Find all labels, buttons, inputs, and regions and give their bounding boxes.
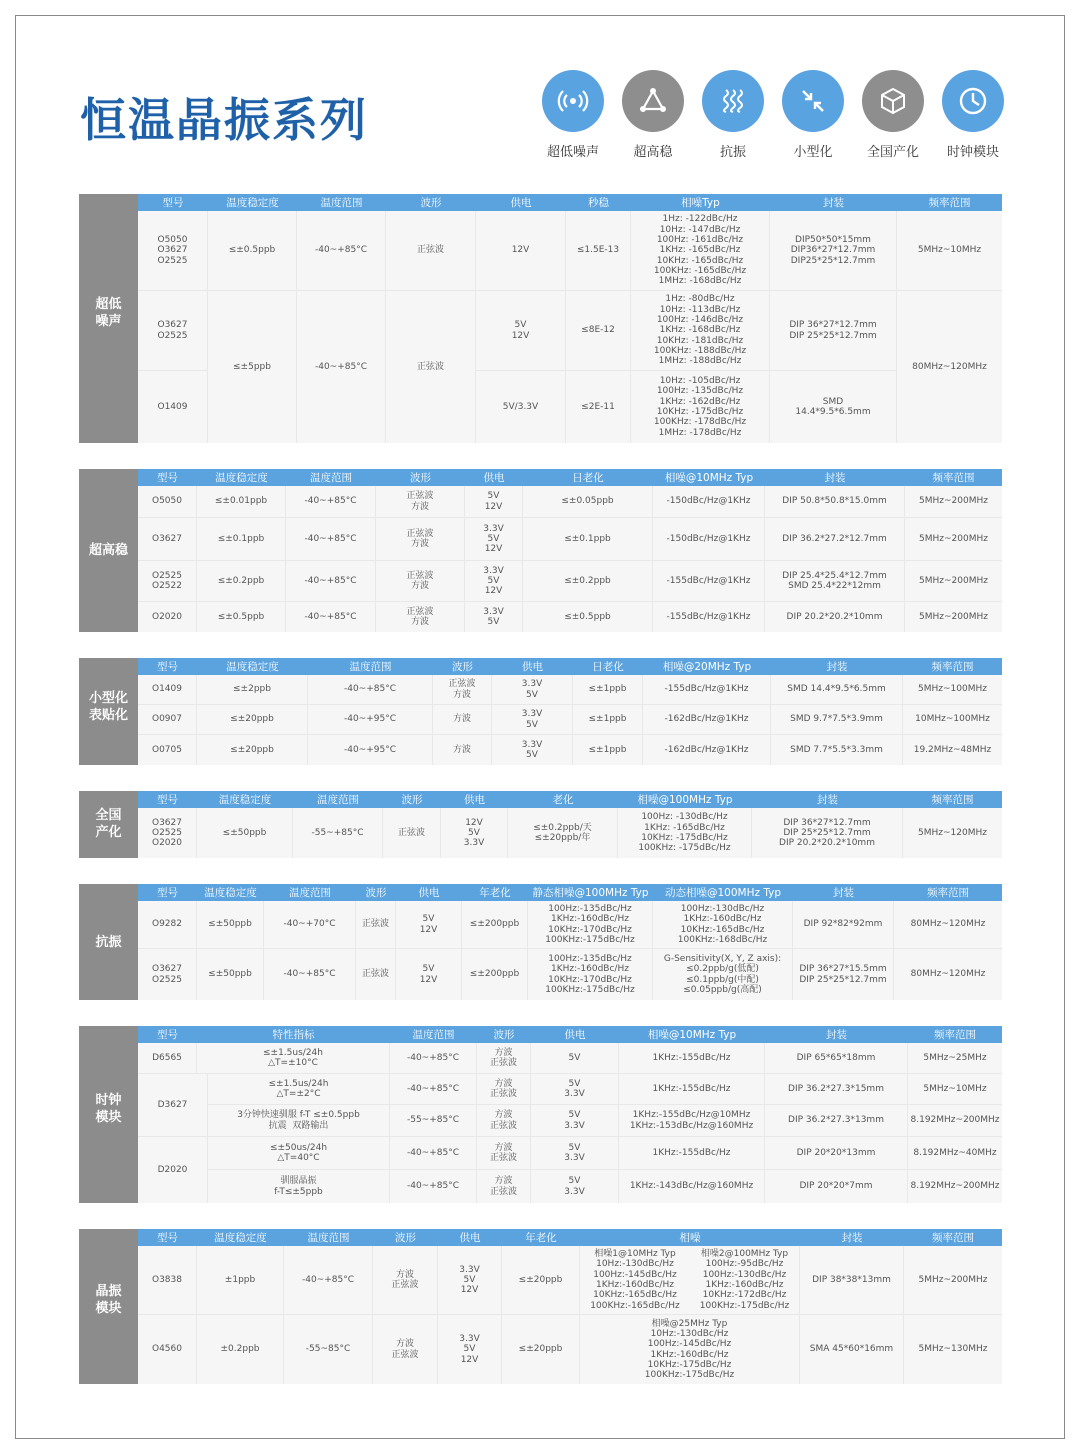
header-cell: 供电 bbox=[564, 1029, 586, 1041]
table-cell: -40~+85°C bbox=[286, 486, 375, 517]
header-cell: 温度稳定度 bbox=[215, 472, 268, 484]
header-cell: 频率范围 bbox=[927, 887, 969, 899]
section-ultra-stable bbox=[79, 469, 1002, 632]
table-cell: -40~+95°C bbox=[308, 735, 432, 765]
header-cell: 型号 bbox=[157, 661, 178, 673]
table-cell: 3.3V 5V 12V bbox=[438, 1315, 501, 1384]
cube-icon bbox=[862, 70, 924, 132]
table-cell: 3.3V 5V 12V bbox=[465, 518, 522, 560]
table-cell: 5MHz~10MHz bbox=[908, 1074, 1002, 1104]
table-cell: 12V 5V 3.3V bbox=[441, 808, 507, 858]
header-cell: 相噪@10MHz Typ bbox=[647, 1029, 737, 1041]
spec-table bbox=[138, 1229, 1002, 1384]
table-cell: -40~+85°C bbox=[390, 1074, 476, 1104]
table-cell: 正弦波 bbox=[386, 211, 475, 290]
header-cell: 封装 bbox=[817, 794, 838, 806]
table-body bbox=[138, 211, 1002, 443]
header-cell: 秒稳 bbox=[588, 197, 609, 209]
table-cell: ≤±0.05ppb bbox=[523, 486, 652, 517]
table-cell: 80MHz~120MHz bbox=[894, 901, 1002, 948]
section-side-label: 晶振 模块 bbox=[79, 1229, 138, 1384]
table-header bbox=[138, 469, 1002, 486]
header-cell: 相噪@10MHz Typ bbox=[664, 472, 754, 484]
header-cell: 相噪@100MHz Typ bbox=[637, 794, 733, 806]
table-body bbox=[138, 486, 1002, 632]
table-cell: 80MHz~120MHz bbox=[897, 291, 1002, 443]
table-cell: DIP 50.8*50.8*15.0mm bbox=[765, 486, 904, 517]
table-cell: -40~+85°C bbox=[297, 291, 385, 443]
table-cell: 5MHz~200MHz bbox=[904, 1246, 1002, 1314]
header-cell: 频率范围 bbox=[928, 197, 971, 209]
header-cell: 供电 bbox=[510, 197, 532, 209]
header-cell: 型号 bbox=[157, 472, 178, 484]
section-oscillator-module bbox=[79, 1229, 1002, 1384]
table-cell: D3627 bbox=[138, 1074, 207, 1136]
header-cell: 供电 bbox=[418, 887, 440, 899]
table-cell: ≤2E-11 bbox=[566, 371, 630, 443]
table-header bbox=[138, 1229, 1002, 1246]
header-cell: 特性指标 bbox=[272, 1029, 315, 1041]
table-cell: -55~+85°C bbox=[390, 1105, 476, 1136]
spec-table bbox=[138, 658, 1002, 765]
table-cell: 12V bbox=[476, 211, 565, 290]
table-cell: 1KHz:-143dBc/Hz@160MHz bbox=[619, 1170, 764, 1203]
feature-icon-row bbox=[533, 70, 1013, 160]
section-side-label: 时钟 模块 bbox=[79, 1026, 138, 1203]
table-cell: DIP 36.2*27.3*13mm bbox=[765, 1105, 907, 1136]
table-cell: DIP50*50*15mm DIP36*27*12.7mm DIP25*25*12.7mm bbox=[770, 211, 896, 290]
table-cell: DIP 20.2*20.2*10mm bbox=[765, 602, 904, 632]
table-cell: 5V 12V bbox=[465, 486, 522, 517]
table-cell: ≤±2ppb bbox=[197, 675, 307, 704]
table-cell: 正弦波 方波 bbox=[433, 675, 491, 704]
table-cell: 8.192MHz~40MHz bbox=[908, 1137, 1002, 1169]
page-title: 恒温晶振系列 bbox=[80, 93, 368, 147]
table-cell: DIP 25.4*25.4*12.7mm SMD 25.4*22*12mm bbox=[765, 561, 904, 601]
table-cell: 1KHz:-155dBc/Hz bbox=[619, 1137, 764, 1169]
table-cell: 方波 正弦波 bbox=[373, 1315, 437, 1384]
table-body bbox=[138, 675, 1002, 765]
section-side-label: 超低 噪声 bbox=[79, 194, 138, 443]
table-cell: -55~+85°C bbox=[293, 808, 382, 858]
table-cell: ≤±50ppb bbox=[197, 901, 263, 948]
header-cell: 频率范围 bbox=[934, 1029, 976, 1041]
feature-label: 抗振 bbox=[719, 145, 746, 160]
table-cell: 3.3V 5V bbox=[492, 705, 572, 734]
header-cell: 温度稳定度 bbox=[226, 661, 279, 673]
table-cell: ±1ppb bbox=[197, 1246, 283, 1314]
header-cell: 波形 bbox=[452, 661, 473, 673]
table-cell: 1KHz:-155dBc/Hz bbox=[619, 1043, 764, 1073]
table-cell: D6565 bbox=[138, 1043, 196, 1073]
table-cell: O0907 bbox=[138, 705, 196, 734]
header-cell: 动态相噪@100MHz Typ bbox=[664, 887, 781, 899]
spec-table bbox=[138, 194, 1002, 443]
table-header bbox=[138, 791, 1002, 808]
table-body bbox=[138, 1246, 1002, 1384]
header-cell: 封装 bbox=[823, 197, 844, 209]
table-cell: ≤±20ppb bbox=[502, 1246, 579, 1314]
table-cell: DIP 36*27*12.7mm DIP 25*25*12.7mm DIP 20.2*20.2*10mm bbox=[752, 808, 902, 858]
feature-label: 超高稳 bbox=[633, 145, 673, 160]
table-cell: -40~+85°C bbox=[390, 1043, 476, 1073]
table-cell: 5MHz~25MHz bbox=[908, 1043, 1002, 1073]
table-cell: -155dBc/Hz@1KHz bbox=[643, 675, 770, 704]
table-cell: 1KHz:-155dBc/Hz@10MHz 1KHz:-153dBc/Hz@160MHz bbox=[619, 1105, 764, 1136]
table-cell: ≤±200ppb bbox=[462, 901, 527, 948]
header-cell: 日老化 bbox=[592, 661, 624, 673]
table-cell: O3838 bbox=[138, 1246, 196, 1314]
table-cell: 方波 正弦波 bbox=[477, 1105, 530, 1136]
table-cell: 1Hz: -80dBc/Hz 10Hz: -113dBc/Hz 100Hz: -146dBc/Hz 1KHz: -168dBc/Hz 10KHz: -181dBc/Hz 100KHz: -188dBc/Hz 1MHz: -188dBc/Hz bbox=[631, 291, 769, 370]
table-cell: O2525 O2522 bbox=[138, 561, 196, 601]
header-cell: 型号 bbox=[157, 1232, 178, 1244]
table-cell: G-Sensitivity(X, Y, Z axis): ≤0.2ppb/g(低配) ≤0.1ppb/g(中配) ≤0.05ppb/g(高配) bbox=[653, 949, 792, 1000]
table-cell: 5MHz~120MHz bbox=[903, 808, 1002, 858]
table-cell: -150dBc/Hz@1KHz bbox=[653, 486, 764, 517]
signal-icon bbox=[542, 70, 604, 132]
table-cell: 5V 12V bbox=[476, 291, 565, 370]
table-cell: 方波 bbox=[433, 735, 491, 765]
table-cell: 方波 正弦波 bbox=[477, 1170, 530, 1203]
feature-localized bbox=[853, 70, 933, 160]
table-cell: 5V 3.3V bbox=[531, 1105, 618, 1136]
table-cell: 方波 正弦波 bbox=[477, 1074, 530, 1104]
table-cell: 3.3V 5V bbox=[492, 675, 572, 704]
header-cell: 波形 bbox=[420, 197, 442, 209]
header-cell: 温度范围 bbox=[412, 1029, 455, 1041]
table-cell: 80MHz~120MHz bbox=[894, 949, 1002, 1000]
header-cell: 型号 bbox=[157, 887, 178, 899]
section-side-label: 小型化 表贴化 bbox=[79, 658, 138, 765]
header-cell: 封装 bbox=[833, 887, 854, 899]
table-cell: 5V 12V bbox=[396, 901, 461, 948]
table-cell: ≤±1.5us/24h △T=±10°C bbox=[197, 1043, 389, 1073]
table-cell: ≤±0.1ppb bbox=[197, 518, 285, 560]
header-cell: 相噪 bbox=[679, 1232, 701, 1244]
table-body bbox=[138, 901, 1002, 1000]
table-cell: ≤±0.1ppb bbox=[523, 518, 652, 560]
table-cell: SMD 7.7*5.5*3.3mm bbox=[771, 735, 902, 765]
table-cell: O1409 bbox=[138, 675, 196, 704]
table-cell: 5V 3.3V bbox=[531, 1074, 618, 1104]
table-cell: 8.192MHz~200MHz bbox=[908, 1105, 1002, 1136]
header-cell: 供电 bbox=[522, 661, 543, 673]
table-cell: O3627 O2525 O2020 bbox=[138, 808, 196, 858]
table-cell: DIP 20*20*7mm bbox=[765, 1170, 907, 1203]
table-body bbox=[138, 808, 1002, 858]
header-cell: 波形 bbox=[365, 887, 387, 899]
table-header bbox=[138, 884, 1002, 901]
table-cell: ≤±0.2ppb/天 ≤±20ppb/年 bbox=[508, 808, 617, 858]
table-cell: ≤±20ppb bbox=[502, 1315, 579, 1384]
table-cell: -40~+85°C bbox=[297, 211, 385, 290]
table-cell: 100Hz:-130dBc/Hz 1KHz:-160dBc/Hz 10KHz:-165dBc/Hz 100KHz:-168dBc/Hz bbox=[653, 901, 792, 948]
feature-anti-vibration bbox=[693, 70, 773, 160]
header-cell: 温度范围 bbox=[320, 197, 363, 209]
shrink-icon bbox=[782, 70, 844, 132]
table-cell: DIP 20*20*13mm bbox=[765, 1137, 907, 1169]
table-cell: ≤±0.5ppb bbox=[523, 602, 652, 632]
table-cell: 10MHz~100MHz bbox=[903, 705, 1002, 734]
table-cell: 5MHz~200MHz bbox=[905, 486, 1002, 517]
header-cell: 温度稳定度 bbox=[226, 197, 279, 209]
table-cell: 19.2MHz~48MHz bbox=[903, 735, 1002, 765]
table-cell: DIP 36.2*27.3*15mm bbox=[765, 1074, 907, 1104]
table-cell: 5MHz~200MHz bbox=[905, 602, 1002, 632]
header-cell: 老化 bbox=[552, 794, 574, 806]
vibration-icon bbox=[702, 70, 764, 132]
table-cell: 正弦波 bbox=[383, 808, 440, 858]
feature-label: 时钟模块 bbox=[946, 145, 999, 160]
table-cell: 100Hz:-135dBc/Hz 1KHz:-160dBc/Hz 10KHz:-170dBc/Hz 100KHz:-175dBc/Hz bbox=[528, 901, 652, 948]
header-cell: 型号 bbox=[157, 794, 178, 806]
table-cell: 正弦波 方波 bbox=[376, 602, 464, 632]
header-cell: 静态相噪@100MHz Typ bbox=[532, 887, 649, 899]
table-cell: 方波 正弦波 bbox=[477, 1137, 530, 1169]
table-cell: 5V bbox=[531, 1043, 618, 1073]
table-cell: ≤1.5E-13 bbox=[566, 211, 630, 290]
section-side-label: 全国 产化 bbox=[79, 791, 138, 858]
section-side-label: 抗振 bbox=[79, 884, 138, 1000]
table-cell: ≤8E-12 bbox=[566, 291, 630, 370]
table-cell: -40~+85°C bbox=[286, 518, 375, 560]
feature-low-noise bbox=[533, 70, 613, 160]
section-localized bbox=[79, 791, 1002, 858]
table-cell: ≤±0.5ppb bbox=[208, 211, 296, 290]
section-miniaturized bbox=[79, 658, 1002, 765]
header-cell: 温度稳定度 bbox=[204, 887, 257, 899]
table-cell: 8.192MHz~200MHz bbox=[908, 1170, 1002, 1203]
table-cell: DIP 38*38*13mm bbox=[800, 1246, 903, 1314]
table-cell: 正弦波 bbox=[386, 291, 475, 443]
clock-icon bbox=[942, 70, 1004, 132]
table-cell: -40~+70°C bbox=[264, 901, 355, 948]
table-cell: -40~+95°C bbox=[308, 705, 432, 734]
table-cell: 3.3V 5V 12V bbox=[465, 561, 522, 601]
table-cell: O2020 bbox=[138, 602, 196, 632]
table-cell: ≤±50ppb bbox=[197, 808, 292, 858]
table-cell: DIP 36.2*27.2*12.7mm bbox=[765, 518, 904, 560]
header-cell: 供电 bbox=[464, 794, 485, 806]
header-cell: 封装 bbox=[826, 1029, 847, 1041]
header-cell: 供电 bbox=[459, 1232, 481, 1244]
header-cell: 波形 bbox=[395, 1232, 416, 1244]
table-cell: SMD 14.4*9.5*6.5mm bbox=[771, 675, 902, 704]
triangle-icon bbox=[622, 70, 684, 132]
table-cell: 相噪2@100MHz Typ 100Hz:-95dBc/Hz 100Hz:-130dBc/Hz 1KHz:-160dBc/Hz 10KHz:-172dBc/Hz 100KHz:-175dBc/Hz bbox=[690, 1246, 799, 1314]
feature-miniaturized bbox=[773, 70, 853, 160]
table-cell: 3.3V 5V 12V bbox=[438, 1246, 501, 1314]
table-cell: O3627 O2525 bbox=[138, 291, 207, 370]
table-cell: ≤±1ppb bbox=[573, 675, 642, 704]
table-cell: 100Hz:-135dBc/Hz 1KHz:-160dBc/Hz 10KHz:-170dBc/Hz 100KHz:-175dBc/Hz bbox=[528, 949, 652, 1000]
feature-label: 超低噪声 bbox=[546, 145, 599, 160]
table-cell: SMD 9.7*7.5*3.9mm bbox=[771, 705, 902, 734]
header-cell: 温度稳定度 bbox=[218, 794, 272, 806]
table-cell: ≤±200ppb bbox=[462, 949, 527, 1000]
table-cell: DIP 36*27*12.7mm DIP 25*25*12.7mm bbox=[770, 291, 896, 370]
table-cell: 5V/3.3V bbox=[476, 371, 565, 443]
spec-table bbox=[138, 469, 1002, 632]
section-clock-module bbox=[79, 1026, 1002, 1203]
table-cell: O1409 bbox=[138, 371, 207, 443]
table-cell: O9282 bbox=[138, 901, 196, 948]
table-cell: SMD 14.4*9.5*6.5mm bbox=[770, 371, 896, 443]
table-cell: DIP 36*27*15.5mm DIP 25*25*12.7mm bbox=[793, 949, 893, 1000]
table-cell: ≤±1ppb bbox=[573, 705, 642, 734]
header-cell: 型号 bbox=[157, 1029, 178, 1041]
header-cell: 频率范围 bbox=[931, 661, 974, 673]
table-cell: 5V 3.3V bbox=[531, 1137, 618, 1169]
table-header bbox=[138, 658, 1002, 675]
table-cell: -162dBc/Hz@1KHz bbox=[643, 705, 770, 734]
header-cell: 封装 bbox=[826, 661, 848, 673]
table-cell: -40~+85°C bbox=[308, 675, 432, 704]
feature-label: 全国产化 bbox=[866, 145, 919, 160]
table-cell: O3627 O2525 bbox=[138, 949, 196, 1000]
header-cell: 波形 bbox=[493, 1029, 515, 1041]
table-cell: 正弦波 bbox=[356, 949, 395, 1000]
table-cell: ≤±50us/24h △T=40°C bbox=[208, 1137, 389, 1169]
section-side-label: 超高稳 bbox=[79, 469, 138, 632]
table-cell: -40~+85°C bbox=[286, 561, 375, 601]
table-cell: 方波 bbox=[433, 705, 491, 734]
feature-label: 小型化 bbox=[793, 145, 833, 160]
table-cell: 5MHz~130MHz bbox=[904, 1315, 1002, 1384]
table-cell: 正弦波 方波 bbox=[376, 518, 464, 560]
table-cell: -40~+85°C bbox=[284, 1246, 372, 1314]
table-cell: 正弦波 方波 bbox=[376, 561, 464, 601]
table-cell: SMA 45*60*16mm bbox=[800, 1315, 903, 1384]
table-cell: 5MHz~10MHz bbox=[897, 211, 1002, 290]
table-header bbox=[138, 1026, 1002, 1043]
header-cell: 温度范围 bbox=[349, 661, 392, 673]
table-cell: 5MHz~100MHz bbox=[903, 675, 1002, 704]
table-cell: O5050 bbox=[138, 486, 196, 517]
table-cell: ≤±5ppb bbox=[208, 291, 296, 443]
table-cell: 正弦波 方波 bbox=[376, 486, 464, 517]
spec-table bbox=[138, 884, 1002, 1000]
header-cell: 封装 bbox=[841, 1232, 863, 1244]
header-cell: 相噪@20MHz Typ bbox=[662, 661, 752, 673]
table-cell: -40~+85°C bbox=[390, 1170, 476, 1203]
header-cell: 波形 bbox=[410, 472, 431, 484]
header-cell: 波形 bbox=[401, 794, 423, 806]
table-cell: 方波 正弦波 bbox=[373, 1246, 437, 1314]
table-cell: 相噪1@10MHz Typ 10Hz:-130dBc/Hz 100Hz:-145dBc/Hz 1KHz:-160dBc/Hz 10KHz:-165dBc/Hz 100KHz:-165dBc/Hz bbox=[580, 1246, 690, 1314]
table-cell: -155dBc/Hz@1KHz bbox=[653, 561, 764, 601]
table-cell: 1Hz: -122dBc/Hz 10Hz: -147dBc/Hz 100Hz: -161dBc/Hz 1KHz: -165dBc/Hz 10KHz: -165dBc/Hz 100KHz: -165dBc/Hz 1MHz: -168dBc/Hz bbox=[631, 211, 769, 290]
table-cell: O3627 bbox=[138, 518, 196, 560]
table-cell: 3.3V 5V bbox=[465, 602, 522, 632]
table-cell: 5V 3.3V bbox=[531, 1170, 618, 1203]
header-cell: 温度范围 bbox=[317, 794, 359, 806]
table-cell: 正弦波 bbox=[356, 901, 395, 948]
table-cell: ≤±0.2ppb bbox=[197, 561, 285, 601]
table-cell: -40~+85°C bbox=[264, 949, 355, 1000]
table-cell: -40~+85°C bbox=[390, 1137, 476, 1169]
table-cell: ≤±0.5ppb bbox=[197, 602, 285, 632]
table-cell: 3分钟快速驯服 f-T ≤±0.5ppb 抗震 双路输出 bbox=[208, 1105, 389, 1136]
feature-ultra-stable bbox=[613, 70, 693, 160]
table-cell: 驯服晶振 f-T≤±5ppb bbox=[208, 1170, 389, 1203]
table-cell: O4560 bbox=[138, 1315, 196, 1384]
header-cell: 日老化 bbox=[572, 472, 604, 484]
table-cell: O5050 O3627 O2525 bbox=[138, 211, 207, 290]
header-cell: 温度范围 bbox=[307, 1232, 350, 1244]
table-cell: ≤±1ppb bbox=[573, 735, 642, 765]
header-cell: 相噪Typ bbox=[681, 197, 720, 209]
table-header bbox=[138, 194, 1002, 211]
header-cell: 供电 bbox=[483, 472, 505, 484]
feature-clock-module bbox=[933, 70, 1013, 160]
table-cell: O0705 bbox=[138, 735, 196, 765]
header-cell: 封装 bbox=[824, 472, 846, 484]
table-cell: 方波 正弦波 bbox=[477, 1043, 530, 1073]
section-ultra-low-noise bbox=[79, 194, 1002, 443]
header-cell: 温度范围 bbox=[289, 887, 331, 899]
table-cell: ≤±20ppb bbox=[197, 705, 307, 734]
header-cell: 温度范围 bbox=[310, 472, 352, 484]
header-cell: 频率范围 bbox=[932, 1232, 974, 1244]
spec-table bbox=[138, 1026, 1002, 1203]
table-cell: -155dBc/Hz@1KHz bbox=[653, 602, 764, 632]
header-cell: 频率范围 bbox=[932, 472, 975, 484]
table-cell: DIP 65*65*18mm bbox=[765, 1043, 907, 1073]
table-cell: ≤±20ppb bbox=[197, 735, 307, 765]
table-cell: -55~85°C bbox=[284, 1315, 372, 1384]
table-cell: ±0.2ppb bbox=[197, 1315, 283, 1384]
table-cell: 100Hz: -130dBc/Hz 1KHz: -165dBc/Hz 10KHz: -175dBc/Hz 100KHz: -175dBc/Hz bbox=[618, 808, 751, 858]
table-cell: DIP 92*82*92mm bbox=[793, 901, 893, 948]
table-cell: 相噪@25MHz Typ 10Hz:-130dBc/Hz 100Hz:-145dBc/Hz 1KHz:-160dBc/Hz 10KHz:-175dBc/Hz 100KHz:-175dBc/Hz bbox=[580, 1315, 799, 1384]
table-cell: 3.3V 5V bbox=[492, 735, 572, 765]
table-body bbox=[138, 1043, 1002, 1203]
table-cell: -40~+85°C bbox=[286, 602, 375, 632]
table-cell: ≤±0.2ppb bbox=[523, 561, 652, 601]
table-cell: -150dBc/Hz@1KHz bbox=[653, 518, 764, 560]
table-cell: D2020 bbox=[138, 1137, 207, 1203]
table-cell: -162dBc/Hz@1KHz bbox=[643, 735, 770, 765]
header-cell: 年老化 bbox=[525, 1232, 557, 1244]
table-cell: 10Hz: -105dBc/Hz 100Hz: -135dBc/Hz 1KHz: -162dBc/Hz 10KHz: -175dBc/Hz 100KHz: -178dBc/Hz 1MHz: -178dBc/Hz bbox=[631, 371, 769, 443]
header-cell: 频率范围 bbox=[931, 794, 974, 806]
table-cell: 1KHz:-155dBc/Hz bbox=[619, 1074, 764, 1104]
table-cell: 5V 12V bbox=[396, 949, 461, 1000]
header-cell: 温度稳定度 bbox=[214, 1232, 267, 1244]
header-cell: 年老化 bbox=[479, 887, 511, 899]
header-cell: 型号 bbox=[162, 197, 184, 209]
table-cell: ≤±0.01ppb bbox=[197, 486, 285, 517]
table-cell: ≤±1.5us/24h △T=±2°C bbox=[208, 1074, 389, 1104]
table-cell: 5MHz~200MHz bbox=[905, 518, 1002, 560]
table-cell: ≤±50ppb bbox=[197, 949, 263, 1000]
table-cell: 5MHz~200MHz bbox=[905, 561, 1002, 601]
section-anti-vibration bbox=[79, 884, 1002, 1000]
spec-table bbox=[138, 791, 1002, 858]
